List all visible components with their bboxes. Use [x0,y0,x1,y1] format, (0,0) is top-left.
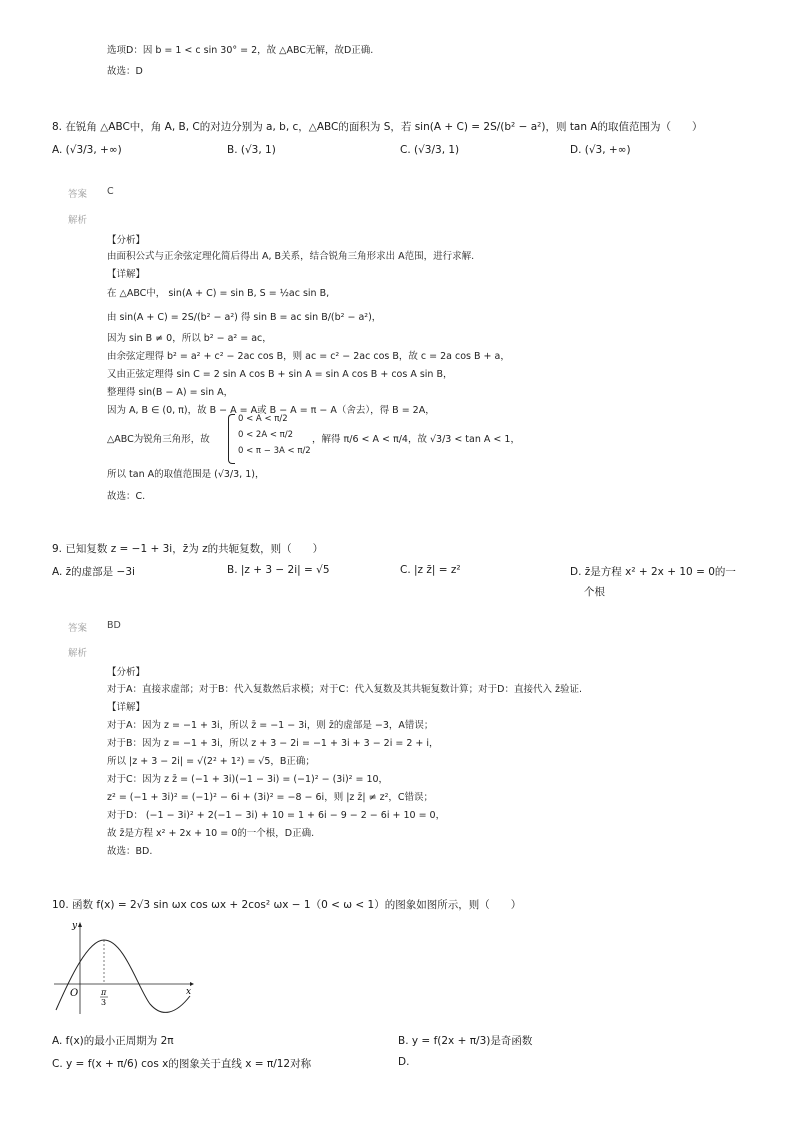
q8-line-2: 【详解】 [107,269,146,280]
y-axis-arrow-icon [78,922,82,927]
tick-numerator: π [101,988,107,997]
q8-option-c: C. (√3/3, 1) [400,144,460,156]
q10-option-b: B. y = f(2x + π/3)是奇函数 [398,1035,533,1047]
q9-line-9: 故 z̄是方程 x² + 2x + 10 = 0的一个根，D正确. [107,828,315,839]
origin-label: O [70,988,79,999]
q8-stem: 8. 在锐角 △ABC中，角 A, B, C的对边分别为 a, b, c，△ABC的面积为 S，若 sin(A + C) = 2S/(b² − a²)，则 tan A的取值范围为（ ） [52,121,703,133]
q8-option-d: D. (√3, +∞) [570,144,631,156]
q8-line-9: 因为 A, B ∈ (0, π)，故 B − A = A或 B − A = π − A（舍去），得 B = 2A， [107,405,435,416]
q9-line-8: 对于D： (−1 − 3i)² + 2(−1 − 3i) + 10 = 1 + 6i − 9 − 2 − 6i + 10 = 0， [107,810,446,821]
q9-option-b: B. |z + 3 − 2i| = √5 [227,564,330,576]
q8-line-16: 故选：C. [107,491,146,502]
q8-line-7: 又由正弦定理得 sin C = 2 sin A cos B + sin A = sin A cos B + cos A sin B， [107,369,453,380]
q9-line-10: 故选：BD. [107,846,153,857]
q9-line-6: 对于C：因为 z z̄ = (−1 + 3i)(−1 − 3i) = (−1)² − (3i)² = 10， [107,774,389,785]
q9-answer: BD [107,620,121,631]
q9-line-4: 对于B：因为 z = −1 + 3i，所以 z + 3 − 2i = −1 + 3i + 3 − 2i = 2 + i， [107,738,439,749]
q9-line-1: 对于A：直接求虚部；对于B：代入复数然后求模；对于C：代入复数及其共轭复数计算；对于D：直接代入 z̄验证. [107,684,582,695]
q9-line-7: z² = (−1 + 3i)² = (−1)² − 6i + (3i)² = −8 − 6i，则 |z z̄| ≠ z²，C错误； [107,792,434,803]
q8-line-14: ，解得 π/6 < A < π/4，故 √3/3 < tan A < 1， [312,434,520,445]
q8-line-3: 在 △ABC中， sin(A + C) = sin B, S = ½ac sin B, [107,288,330,299]
q8-system-row-2: 0 < 2A < π/2 [238,430,294,440]
q8-line-4: 由 sin(A + C) = 2S/(b² − a²) 得 sin B = ac sin B/(b² − a²)， [107,312,382,323]
q8-line-5: 因为 sin B ≠ 0，所以 b² − a² = ac， [107,333,272,344]
q9-option-d: D. z̄是方程 x² + 2x + 10 = 0的一 [570,566,736,578]
x-axis-label: x [186,987,192,997]
q8-line-6: 由余弦定理得 b² = a² + c² − 2ac cos B，则 ac = c² − 2ac cos B，故 c = 2a cos B + a， [107,351,510,362]
q8-line-1: 由面积公式与正余弦定理化简后得出 A, B关系，结合锐角三角形求出 A范围，进行求解. [107,251,475,262]
q9-option-a: A. z̄的虚部是 −3i [52,566,135,578]
q9-option-c: C. |z z̄| = z² [400,564,461,576]
q8-system-row-3: 0 < π − 3A < π/2 [238,446,311,456]
q10-stem: 10. 函数 f(x) = 2√3 sin ωx cos ωx + 2cos² ωx − 1（0 < ω < 1）的图象如图所示，则（ ） [52,899,522,911]
q8-line-0: 【分析】 [107,235,146,246]
q8-system-row-1: 0 < A < π/2 [238,414,288,424]
q8-line-8: 整理得 sin(B − A) = sin A， [107,387,234,398]
q8-answer-label: 答案 [68,189,88,200]
q8-line-15: 所以 tan A的取值范围是 (√3/3, 1)， [107,469,265,480]
tick-denominator: 3 [101,998,107,1007]
top-line-2: 故选：D [107,66,143,77]
q9-line-2: 【详解】 [107,702,146,713]
q10-option-c: C. y = f(x + π/6) cos x的图象关于直线 x = π/12对称 [52,1058,312,1070]
q8-line-10: △ABC为锐角三角形，故 [107,434,210,445]
q10-function-graph [50,918,200,1018]
x-axis-arrow-icon [190,982,194,986]
q9-line-5: 所以 |z + 3 − 2i| = √(2² + 1²) = √5，B正确； [107,756,315,767]
q8-analysis-label: 解析 [68,215,88,226]
q10-option-a: A. f(x)的最小正周期为 2π [52,1035,174,1047]
q8-option-b: B. (√3, 1) [227,144,276,156]
q10-option-d: D. [398,1056,410,1068]
system-brace [228,414,235,464]
q8-option-a: A. (√3/3, +∞) [52,144,122,156]
q9-option-d-cont: 个根 [584,586,605,598]
q9-line-0: 【分析】 [107,667,146,678]
q9-line-3: 对于A：因为 z = −1 + 3i，所以 z̄ = −1 − 3i，则 z̄的虚部是 −3，A错误； [107,720,434,731]
top-line-1: 选项D：因 b = 1 < c sin 30° = 2，故 △ABC无解，故D正确. [107,45,374,56]
q9-stem: 9. 已知复数 z = −1 + 3i，z̄为 z的共轭复数，则（ ） [52,543,324,555]
q8-answer: C [107,186,114,197]
q9-analysis-label: 解析 [68,648,88,659]
q9-answer-label: 答案 [68,623,88,634]
sine-curve [56,940,190,1012]
y-axis-label: y [72,921,78,931]
